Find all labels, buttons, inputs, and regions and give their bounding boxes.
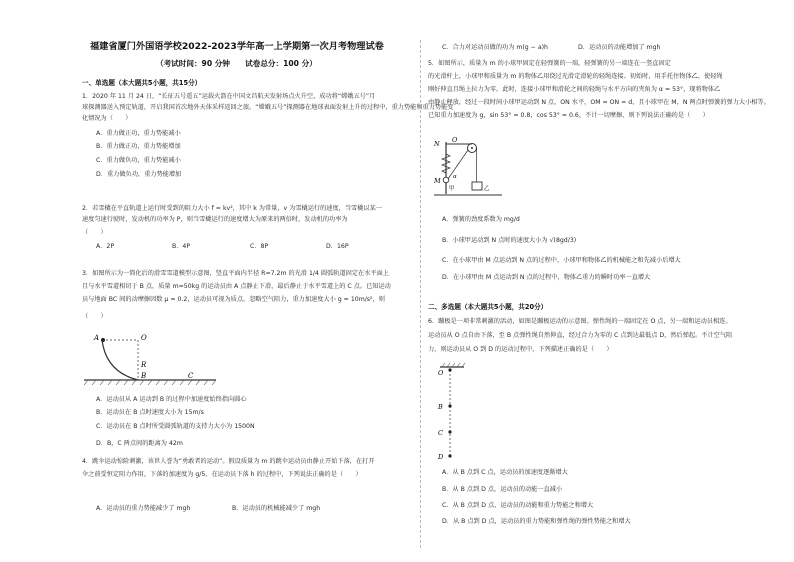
q3-option-b: B．运动员在 B 点时速度大小为 15m/s — [96, 409, 204, 416]
label-b: B — [438, 403, 443, 411]
q4-option-b: B．运动员的机械能减少了 mgh — [232, 505, 321, 512]
point-c — [448, 430, 451, 433]
label-o: O — [438, 369, 444, 377]
ground-hatch — [84, 380, 216, 385]
rope — [448, 150, 468, 179]
skier-point-a — [101, 338, 105, 342]
q5-option-d: D．在小球甲由 M 点运动到 N 点的过程中，物体乙重力的瞬时功率一直增大 — [442, 274, 651, 281]
q1-line: 化情况为（ ） — [82, 115, 132, 122]
q3-option-a: A．运动员从 A 运动到 B 的过程中加速度始终指向圆心 — [96, 396, 247, 403]
q1-option-b: B．重力做正功，重力势能增加 — [96, 143, 181, 150]
q5-line: 的光滑杆上，小球甲和质量为 m 的物体乙用绕过光滑定滑轮的轻绳连接。初始时，用手托住物体乙，使轻绳 — [428, 73, 723, 80]
q1-option-a: A．重力做正功，重力势能减小 — [96, 130, 181, 137]
point-b — [448, 404, 451, 407]
q5-line: 5．如图所示，质量为 m 的小球甲固定在轻弹簧的一端，轻弹簧的另一端连在一竖直固定 — [428, 60, 671, 67]
point-d — [448, 454, 451, 457]
q2-option-a: A．2P — [96, 243, 115, 250]
label-yi: 乙 — [484, 186, 490, 192]
q5-option-a: A．弹簧的劲度系数为 mg/d — [442, 216, 520, 223]
q2-option-d: D．16P — [326, 243, 349, 250]
label-a: A — [94, 334, 100, 342]
q4-line: 4．跳伞运动惊险刺激，该世人誉为“勇敢者的运动”。假设质量为 m 的跳伞运动员由静止开始下落，在打开 — [82, 458, 375, 465]
q3-option-c: C．运动员在 B 点时所受圆弧轨道的支持力大小为 1500N — [96, 423, 255, 430]
q3-line: 3．如图所示为一简化后的滑雪雪道模型示意图，竖直平面内半径 R=7.2m 的光滑 1/4 圆弧轨道固定在水平面上 — [82, 270, 389, 277]
label-c: C — [188, 372, 194, 380]
exam-subtitle: （考试时间：90 分钟 试卷总分：100 分） — [156, 59, 317, 68]
q3-option-d: D．B、C 两点间的距离为 42m — [96, 440, 183, 447]
q6-option-d: D．从 B 点到 D 点，运动员的重力势能和弹性绳的弹性势能之和增大 — [442, 518, 631, 525]
q6-line: 6．蹦极是一项非常刺激的活动，如图是蹦极运动的示意图。弹性绳的一端固定在 O 点，另一端和运动员相连。 — [428, 318, 732, 325]
label-jia: 甲 — [449, 186, 455, 192]
q3-line: 且与水平雪道相切于 B 点，质量 m=50kg 的运动员由 A 点静止下滑，最后静止于水平雪道上的 C 点。已知运动 — [82, 283, 391, 290]
q5-line: 由静止释放，经过一段时间小球甲运动到 N 点，ON 水平，OM = ON = d，且小球甲在 M，N 两点时弹簧的弹力大小相等。 — [428, 99, 770, 106]
column-divider — [420, 40, 421, 548]
q5-line: 已知重力加速度为 g，sin 53° = 0.8，cos 53° = 0.6，不计一切摩擦，则下列说法正确的是（ ） — [428, 112, 709, 119]
label-d: D — [438, 453, 444, 461]
label-r: R — [141, 361, 147, 369]
q1-option-c: C．重力做负功，重力势能减小 — [96, 157, 181, 164]
label-alpha: α — [453, 174, 457, 180]
label-b: B — [141, 372, 147, 380]
q6-line: 力，则运动员从 O 到 D 的运动过程中，下列描述正确的是（ ） — [428, 346, 613, 353]
ski-slope-figure — [84, 328, 224, 390]
section-single-choice: 一、单选题（本大题共5小题，共15分） — [82, 79, 202, 87]
q4-line: 伞之前受恒定阻力作用，下落的加速度为 g/5，在运动员下落 h 的过程中，下列说法正确的是（ ） — [82, 471, 362, 478]
label-o: O — [141, 334, 147, 342]
q4-option-a: A．运动员的重力势能减少了 mgh — [96, 505, 191, 512]
label-o: O — [452, 136, 458, 144]
bungee-figure — [432, 360, 472, 464]
q2-option-b: B．4P — [172, 243, 191, 250]
q2-option-c: C．8P — [250, 243, 269, 250]
q1-line: 1．2020 年 11 月 24 日，“长征五号遥五”运载火箭在中国文昌航天发射场点火升空，成功将“嫦娥五号”月 — [82, 93, 376, 100]
circular-track — [102, 340, 138, 380]
q4-option-d: D．运动员的动能增加了 mgh — [578, 44, 661, 51]
q4-option-c: C．合力对运动员做的功为 m(g − a)h — [442, 44, 548, 51]
q2-line: 速度匀速行驶时，发动机的功率为 P，则当雪橇运行的速度增大为原来的两倍时，发动机的功率为 — [82, 216, 348, 223]
q6-line: 运动员从 O 点自由下落，至 B 点弹性绳自然伸直，经过合力为零的 C 点到达最低点 D，然后弹起。不计空气阻 — [428, 332, 733, 339]
block-yi — [472, 182, 482, 190]
label-n: N — [434, 140, 440, 148]
q2-line: （ ） — [82, 229, 107, 236]
q3-line: （ ） — [82, 313, 107, 320]
pulley-spring-figure — [432, 134, 512, 204]
label-c: C — [438, 429, 443, 437]
q5-option-b: B．小球甲运动到 N 点时的速度大小为 √(8gd/3) — [442, 237, 577, 244]
q2-line: 2．若雪橇在平直轨道上运行时受到的阻力大小 f = kv²，其中 k 为常量，v 为雪橇运行的速度，当雪橇以某一 — [82, 205, 382, 212]
q6-option-a: A．从 B 点到 C 点，运动员的加速度逐渐增大 — [442, 469, 568, 476]
q5-option-c: C．在小球甲由 M 点运动到 N 点的过程中，小球甲和物体乙的机械能之和先减小后增大 — [442, 257, 681, 264]
q6-option-b: B．从 B 点到 D 点，运动员的动能一直减小 — [442, 486, 563, 493]
point-o — [448, 368, 451, 371]
q1-option-d: D．重力做负功，重力势能增加 — [96, 171, 182, 178]
q6-option-c: C．从 B 点到 D 点，运动员的动能和重力势能之和增大 — [442, 502, 594, 509]
q5-line: 刚好伸直且绳上拉力为零，此时，连接小球甲和滑轮之间的轻绳与水平方向的夹角为 α = 53°，现将物体乙 — [428, 86, 721, 93]
q3-line: 员与地面 BC 间的动摩擦因数 μ = 0.2，运动员可视为质点，忽略空气阻力，重力加速度大小 g = 10m/s²，则 — [82, 296, 385, 303]
q1-line: 球探测器送入预定轨道，开启我国首次地外天体采样返回之旅。“嫦娥五号”探测器在地球表面发射上升的过程中，重力势能和重力势能变 — [82, 104, 454, 111]
ball-jia — [443, 177, 449, 183]
section-multi-choice: 二、多选题（本大题共5小题，共20分） — [428, 303, 548, 311]
label-m: M — [434, 177, 441, 185]
exam-title: 福建省厦门外国语学校2022-2023学年高一上学期第一次月考物理试卷 — [90, 41, 384, 52]
